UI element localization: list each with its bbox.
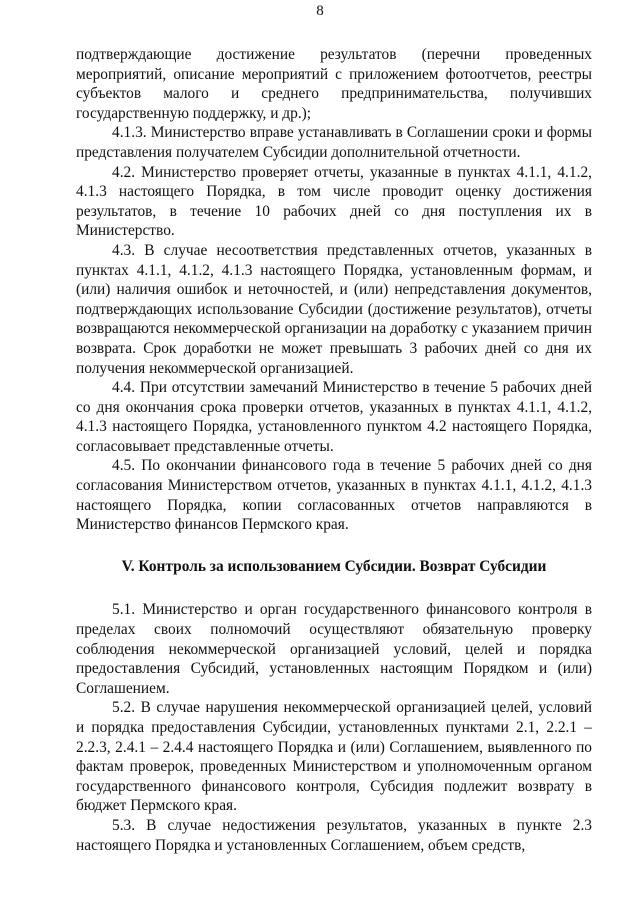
paragraph-4-3: 4.3. В случае несоответствия представленных отчетов, указанных в пунктах 4.1.1, 4.1.2, 4.1.3 настоящего Порядка, установленным формам, и (или) наличия ошибок и неточностей, и (или) непредставления документов, подтверждающих использование Субсидии (достижение результатов), отчеты возвращаются некоммерческой организации на доработку с указанием причин возврата. Срок доработки не может превышать 3 рабочих дней со дня их получения некоммерческой организацией. [76,241,592,377]
paragraph-4-4: 4.4. При отсутствии замечаний Министерство в течение 5 рабочих дней со дня окончания срока проверки отчетов, указанных в пунктах 4.1.1, 4.1.2, 4.1.3 настоящего Порядка, установленного пунктом 4.2 настоящего Порядка, согласовывает представленные отчеты. [76,379,592,455]
paragraph-4-5: 4.5. По окончании финансового года в течение 5 рабочих дней со дня согласования Министерством отчетов, указанных в пунктах 4.1.1, 4.1.2, 4.1.3 настоящего Порядка, копии согласованных отчетов направляются в Министерство финансов Пермского края. [76,457,592,534]
page-number: 8 [316,3,324,19]
document-body [76,45,592,855]
paragraph-4-2: 4.2. Министерство проверяет отчеты, указанные в пунктах 4.1.1, 4.1.2, 4.1.3 настоящего Порядка, в том числе проводит оценку достижения результатов, в течение 10 рабочих дней со дня поступления их в Министерство. [76,163,592,240]
paragraph-4-1-3: 4.1.3. Министерство вправе устанавливать в Соглашении сроки и формы представления получателем Субсидии дополнительной отчетности. [76,124,592,161]
paragraph-5-3: 5.3. В случае недостижения результатов, указанных в пункте 2.3 настоящего Порядка и установленных Соглашением, объем средств, [76,816,592,854]
paragraph: подтверждающие достижение результатов (перечни проведенных мероприятий, описание мероприятий с приложением фотоотчетов, реестры субъектов малого и среднего предпринимательства, получивших государственную поддержку, и др.); [76,46,592,122]
paragraph-5-1: 5.1. Министерство и орган государственного финансового контроля в пределах своих полномочий осуществляют обязательную проверку соблюдения некоммерческой организацией условий, целей и порядка предоставления Субсидий, установленных настоящим Порядком и (или) Соглашением. [76,601,592,697]
paragraph-5-2: 5.2. В случае нарушения некоммерческой организацией целей, условий и порядка предоставления Субсидии, установленных пунктами 2.1, 2.2.1 – 2.2.3, 2.4.1 – 2.4.4 настоящего Порядка и (или) Соглашением, выявленного по фактам проверок, проведенных Министерством и уполномоченным органом государственного финансового контроля, Субсидия подлежит возврату в бюджет Пермского края. [76,699,592,815]
section-heading: V. Контроль за использованием Субсидии. Возврат Субсидии [121,557,547,575]
